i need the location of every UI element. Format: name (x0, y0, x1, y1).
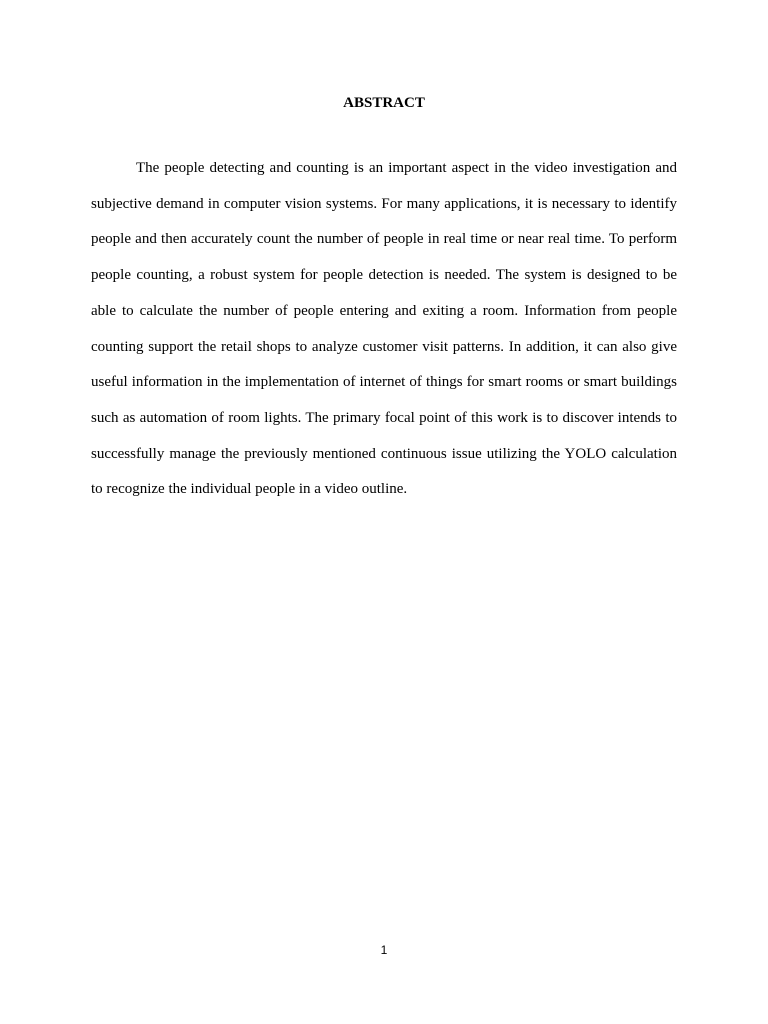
page-number: 1 (380, 943, 388, 957)
abstract-heading: ABSTRACT (343, 95, 425, 111)
abstract-paragraph: The people detecting and counting is an important aspect in the video investigation and subjective demand in computer vision systems. For many applications, it is necessary to identify people and then accurately count the number of people in real time or near real time. To perform people counting, a robust system for people detection is needed. The system is designed to be able to calculate the number of people entering and exiting a room. Information from people counting support the retail shops to analyze customer visit patterns. In addition, it can also give useful information in the implementation of internet of things for smart rooms or smart buildings such as automation of room lights. The primary focal point of this work is to discover intends to successfully manage the previously mentioned continuous issue utilizing the YOLO calculation to recognize the individual people in a video outline. (91, 160, 677, 498)
